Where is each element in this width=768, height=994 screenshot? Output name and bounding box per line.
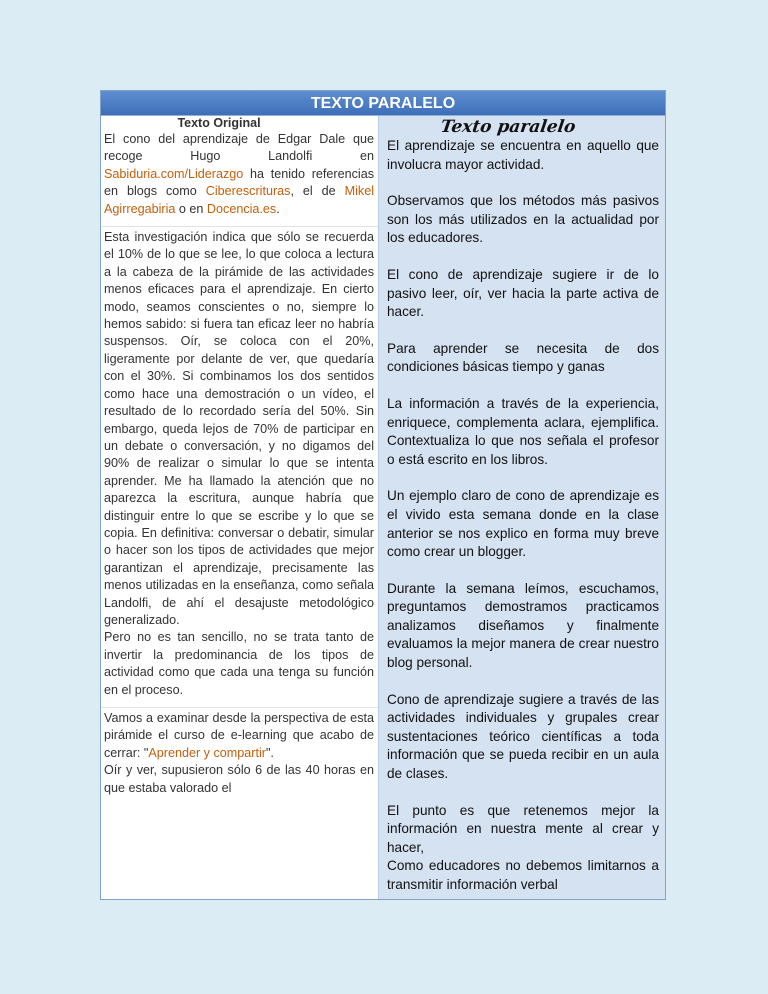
divider xyxy=(101,226,378,227)
p1-text-a: El cono del aprendizaje de Edgar Dale que recoge Hugo Landolfi en xyxy=(104,132,374,164)
p1-text-c: , el de xyxy=(290,184,345,199)
link-ciberescrituras[interactable]: Ciberescrituras xyxy=(205,184,291,199)
link-aprender-y-compartir[interactable]: Aprender y compartir xyxy=(148,745,266,760)
table-columns xyxy=(101,116,665,899)
link-mikel-agirregabiria[interactable]: Mikel Agirregabiria xyxy=(104,184,374,216)
p1-text-b: ha tenido referencias en blogs como xyxy=(104,166,374,199)
p1-text-e: . xyxy=(276,201,280,216)
p1-text-d: o en xyxy=(175,201,207,216)
parallel-text-heading: Texto paralelo xyxy=(439,117,577,137)
original-paragraph-5: Oír y ver, supusieron sólo 6 de las 40 horas en que estaba valorado el xyxy=(104,763,374,795)
link-sabiduria[interactable]: Sabiduria.com/Liderazgo xyxy=(104,166,244,181)
parallel-text-column xyxy=(379,116,665,899)
parallel-paragraph: El punto es que retenemos mejor la información en nuestra mente al crear y hacer, xyxy=(387,802,659,855)
p4-text-a: Vamos a examinar desde la perspectiva de esta pirámide el curso de e-learning que acabo de cerrar: " xyxy=(104,711,374,760)
original-text-column xyxy=(101,116,379,899)
p4-text-b: ". xyxy=(265,745,274,760)
original-paragraph-1 xyxy=(104,131,374,218)
original-paragraph-2: Esta investigación indica que sólo se recuerda el 10% de lo que se lee, lo que coloca a lectura a la cabeza de la pirámide de las actividades menos eficaces para el aprendizaje. En cierto modo, seamos conscientes o no, siempre lo hemos sabido: si fuera tan eficaz leer no habría suspensos. Oír, se coloca con el 20%, ligeramente por delante de ver, que quedaría con el 30%. Si combinamos los dos sentidos como hace una demostración o un vídeo, el resultado de lo recordado sería del 50%. Sin embargo, queda lejos de 70% de participar en un debate o conversación, y no digamos del 90% de realizar o simular lo que se intenta aprender. Me ha llamado la atención que no aparezca la escritura, aunque habría que distinguir entre lo que se escribe y lo que se copia. En definitiva: conversar o debatir, simular o hacer son los tipos de actividades que mejor garantizan el aprendizaje, precisamente las menos utilizadas en la enseñanza, como señala Landolfi, de ahí el desajuste metodológico generalizado. xyxy=(104,230,374,627)
parallel-paragraph: El aprendizaje se encuentra en aquello que involucra mayor actividad. xyxy=(387,138,659,172)
table-title: TEXTO PARALELO xyxy=(101,91,665,116)
parallel-paragraph: La información a través de la experiencia, enriquece, complementa aclara, ejemplifica. Contextualiza lo que nos señala el profesor o está escrito en los libros. xyxy=(387,395,659,467)
original-paragraph-4 xyxy=(104,710,374,762)
parallel-paragraph: Observamos que los métodos más pasivos son los más utilizados en la actualidad por los educadores. xyxy=(387,193,659,246)
document-table xyxy=(100,90,666,900)
parallel-paragraph: El cono de aprendizaje sugiere ir de lo pasivo leer, oír, ver hacia la parte activa de hacer. xyxy=(387,266,659,320)
parallel-paragraph: Un ejemplo claro de cono de aprendizaje es el vivido esta semana donde en la clase anterior se nos explico en forma muy breve como crear un blogger. xyxy=(387,488,659,560)
original-paragraph-3: Pero no es tan sencillo, no se trata tanto de invertir la predominancia de los tipos de actividad como que cada una tenga su función en el proceso. xyxy=(104,630,374,697)
parallel-paragraph: Como educadores no debemos limitarnos a transmitir información verbal xyxy=(387,858,659,892)
parallel-paragraph: Para aprender se necesita de dos condiciones básicas tiempo y ganas xyxy=(387,340,659,375)
link-docencia[interactable]: Docencia.es xyxy=(206,201,277,216)
parallel-paragraph: Durante la semana leímos, escuchamos, preguntamos demostramos practicamos analizamos diseñamos y finalmente evaluamos la mejor manera de crear nuestro blog personal. xyxy=(387,580,659,671)
parallel-paragraph: Cono de aprendizaje sugiere a través de las actividades individuales y grupales crear sustentaciones teórico científicas a toda información que se pueda recibir en un aula de clases. xyxy=(387,691,659,782)
original-text-heading: Texto Original xyxy=(177,116,261,130)
divider xyxy=(101,707,378,708)
